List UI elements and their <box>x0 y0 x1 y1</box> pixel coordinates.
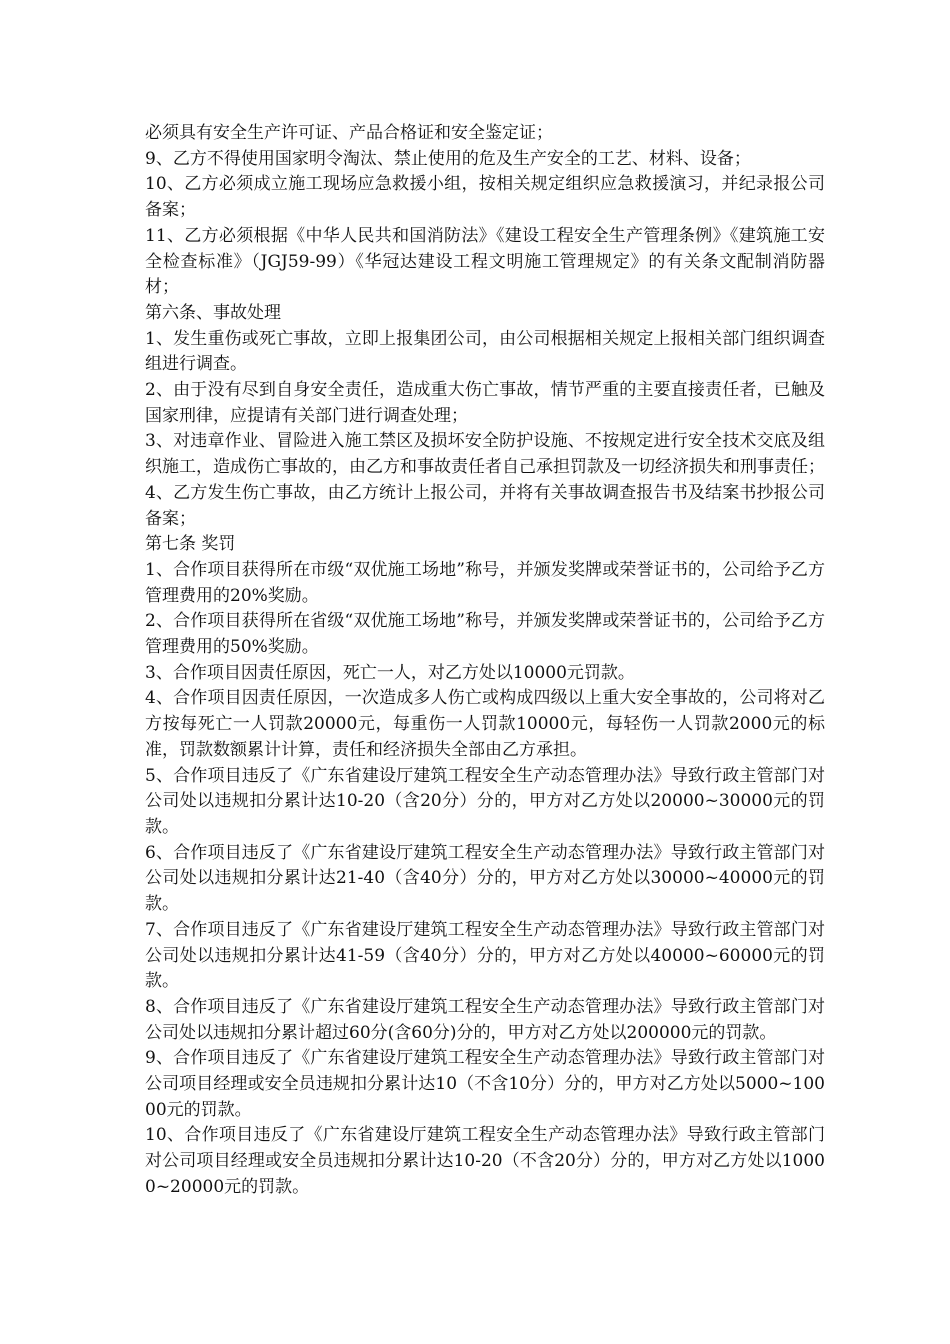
paragraph-item-11-fire-equipment: 11、乙方必须根据《中华人民共和国消防法》《建设工程安全生产管理条例》《建筑施工安全检查标准》（JGJ59-99）《华冠达建设工程文明施工管理规定》的有关条文配制消防器材； <box>145 225 825 298</box>
paragraph-penalty-9: 9、合作项目违反了《广东省建设厅建筑工程安全生产动态管理办法》导致行政主管部门对公司项目经理或安全员违规扣分累计达10（不含10分）分的，甲方对乙方处以5000~10000元的罚款。 <box>145 1048 825 1120</box>
paragraph-accident-1: 1、发生重伤或死亡事故，立即上报集团公司，由公司根据相关规定上报相关部门组织调查组进行调查。 <box>145 328 825 375</box>
paragraph-accident-3: 3、对违章作业、冒险进入施工禁区及损坏安全防护设施、不按规定进行安全技术交底及组织施工，造成伤亡事故的，由乙方和事故责任者自己承担罚款及一切经济损失和刑事责任； <box>145 431 825 478</box>
paragraph-accident-4: 4、乙方发生伤亡事故，由乙方统计上报公司，并将有关事故调查报告书及结案书抄报公司备案； <box>145 482 825 529</box>
paragraph-reward-1: 1、合作项目获得所在市级“双优施工场地”称号，并颁发奖牌或荣誉证书的，公司给予乙方管理费用的20%奖励。 <box>145 559 825 606</box>
paragraph-item-10-rescue-team: 10、乙方必须成立施工现场应急救援小组，按相关规定组织应急救援演习，并纪录报公司备案； <box>145 174 825 221</box>
paragraph-penalty-5: 5、合作项目违反了《广东省建设厅建筑工程安全生产动态管理办法》导致行政主管部门对公司处以违规扣分累计达10-20（含20分）分的，甲方对乙方处以20000~30000元的罚款。 <box>145 765 825 837</box>
paragraph-penalty-3: 3、合作项目因责任原因，死亡一人，对乙方处以10000元罚款。 <box>145 662 635 683</box>
paragraph-penalty-6: 6、合作项目违反了《广东省建设厅建筑工程安全生产动态管理办法》导致行政主管部门对公司处以违规扣分累计达21-40（含40分）分的，甲方对乙方处以30000~40000元的罚款。 <box>145 842 825 915</box>
paragraph-reward-2: 2、合作项目获得所在省级“双优施工场地”称号，并颁发奖牌或荣誉证书的，公司给予乙方管理费用的50%奖励。 <box>145 611 825 658</box>
section-heading-article-7: 第七条 奖罚 <box>145 534 236 555</box>
paragraph-penalty-10: 10、合作项目违反了《广东省建设厅建筑工程安全生产动态管理办法》导致行政主管部门对公司项目经理或安全员违规扣分累计达10-20（不含20分）分的，甲方对乙方处以10000~20000元的罚款。 <box>145 1125 825 1197</box>
document-body <box>145 121 825 1201</box>
paragraph-penalty-4: 4、合作项目因责任原因，一次造成多人伤亡或构成四级以上重大安全事故的，公司将对乙方按每死亡一人罚款20000元，每重伤一人罚款10000元，每轻伤一人罚款2000元的标准，罚款数额累计计算，责任和经济损失全部由乙方承担。 <box>145 688 825 760</box>
paragraph-penalty-8: 8、合作项目违反了《广东省建设厅建筑工程安全生产动态管理办法》导致行政主管部门对公司处以违规扣分累计超过60分(含60分)分的，甲方对乙方处以200000元的罚款。 <box>145 996 825 1043</box>
paragraph-penalty-7: 7、合作项目违反了《广东省建设厅建筑工程安全生产动态管理办法》导致行政主管部门对公司处以违规扣分累计达41-59（含40分）分的，甲方对乙方处以40000~60000元的罚款。 <box>145 919 825 992</box>
paragraph-item-9-banned-equipment: 9、乙方不得使用国家明令淘汰、禁止使用的危及生产安全的工艺、材料、设备； <box>145 148 751 169</box>
paragraph-accident-2: 2、由于没有尽到自身安全责任，造成重大伤亡事故，情节严重的主要直接责任者，已触及国家刑律，应提请有关部门进行调查处理； <box>145 380 825 426</box>
section-heading-article-6: 第六条、事故处理 <box>145 302 281 323</box>
paragraph-cert-requirement: 必须具有安全生产许可证、产品合格证和安全鉴定证； <box>145 123 553 143</box>
